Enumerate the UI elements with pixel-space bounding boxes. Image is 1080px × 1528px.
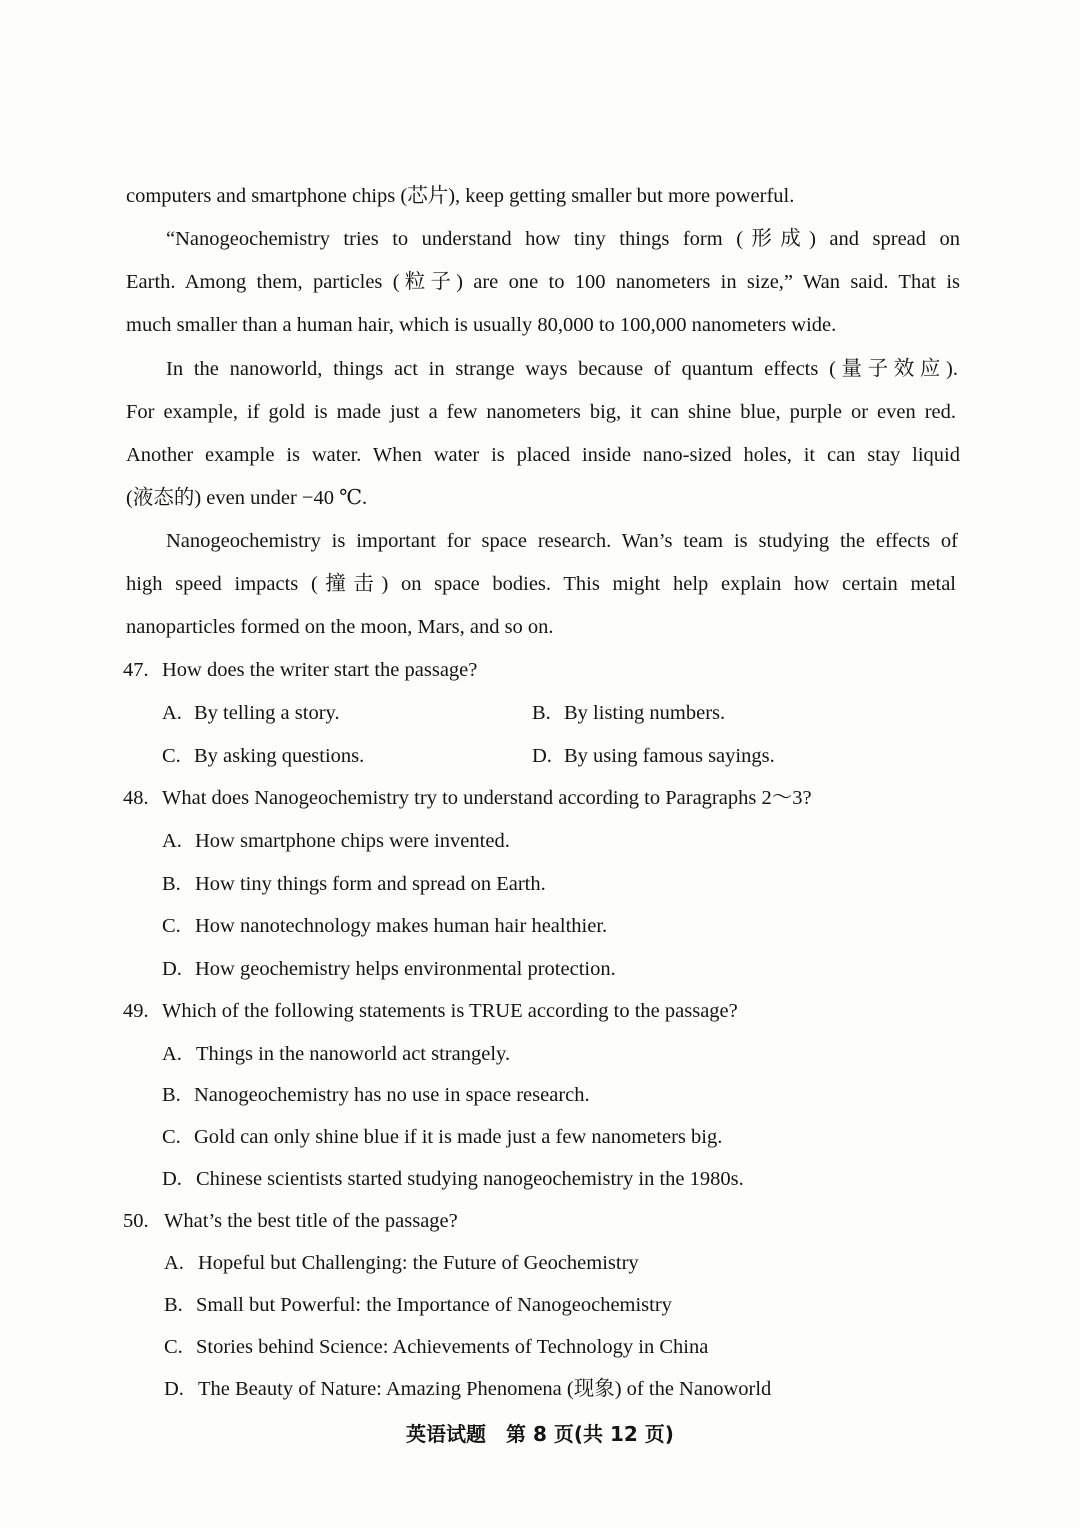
passage-line: For example, if gold is made just a few nanometers big, it can shine blue, purple or even red.	[126, 401, 956, 423]
page-footer: 英语试题 第 8 页(共 12 页)	[406, 1422, 674, 1446]
question-49-text: Which of the following statements is TRUE according to the passage?	[162, 1000, 738, 1022]
option-50-b: Small but Powerful: the Importance of Nanogeochemistry	[196, 1294, 672, 1316]
option-47-d: By using famous sayings.	[564, 745, 775, 767]
option-47-a-letter: A.	[162, 702, 182, 724]
option-47-a: By telling a story.	[194, 702, 340, 724]
option-48-b-letter: B.	[162, 873, 181, 895]
option-49-d-letter: D.	[162, 1168, 182, 1190]
passage-line: high speed impacts (撞击) on space bodies. This might help explain how certain metal	[126, 573, 956, 595]
option-48-b: How tiny things form and spread on Earth.	[195, 873, 546, 895]
option-49-a: Things in the nanoworld act strangely.	[196, 1043, 511, 1065]
option-50-a: Hopeful but Challenging: the Future of Geochemistry	[198, 1252, 639, 1274]
question-48-number: 48.	[123, 787, 149, 809]
option-48-d: How geochemistry helps environmental protection.	[195, 958, 616, 980]
question-50-number: 50.	[123, 1210, 149, 1232]
option-47-c: By asking questions.	[194, 745, 365, 767]
option-49-a-letter: A.	[162, 1043, 182, 1065]
passage-line: In the nanoworld, things act in strange ways because of quantum effects (量子效应).	[166, 358, 958, 380]
option-48-c-letter: C.	[162, 915, 181, 937]
passage-line: Nanogeochemistry is important for space research. Wan’s team is studying the effects of	[166, 530, 958, 552]
passage-line: “Nanogeochemistry tries to understand how tiny things form (形成) and spread on	[166, 228, 960, 250]
option-47-b-letter: B.	[532, 702, 551, 724]
option-49-c-letter: C.	[162, 1126, 181, 1148]
option-47-d-letter: D.	[532, 745, 552, 767]
question-47-text: How does the writer start the passage?	[162, 659, 478, 681]
option-47-b: By listing numbers.	[564, 702, 726, 724]
question-50-text: What’s the best title of the passage?	[164, 1210, 458, 1232]
question-47-number: 47.	[123, 659, 149, 681]
option-49-d: Chinese scientists started studying nanogeochemistry in the 1980s.	[196, 1168, 744, 1190]
passage-line: much smaller than a human hair, which is usually 80,000 to 100,000 nanometers wide.	[126, 314, 837, 336]
question-49-number: 49.	[123, 1000, 149, 1022]
option-50-c-letter: C.	[164, 1336, 183, 1358]
option-49-b: Nanogeochemistry has no use in space research.	[194, 1084, 590, 1106]
option-50-a-letter: A.	[164, 1252, 184, 1274]
passage-line: nanoparticles formed on the moon, Mars, and so on.	[126, 616, 554, 638]
option-49-c: Gold can only shine blue if it is made just a few nanometers big.	[194, 1126, 723, 1148]
passage-line: computers and smartphone chips (芯片), keep getting smaller but more powerful.	[126, 185, 795, 207]
passage-line: Another example is water. When water is placed inside nano-sized holes, it can stay liquid	[126, 444, 960, 466]
option-48-d-letter: D.	[162, 958, 182, 980]
question-48-text: What does Nanogeochemistry try to understand according to Paragraphs 2～3?	[162, 787, 812, 809]
option-50-d-letter: D.	[164, 1378, 184, 1400]
passage-line: (液态的) even under −40 ℃.	[126, 487, 368, 509]
option-47-c-letter: C.	[162, 745, 181, 767]
option-48-a: How smartphone chips were invented.	[195, 830, 510, 852]
option-50-b-letter: B.	[164, 1294, 183, 1316]
option-48-c: How nanotechnology makes human hair healthier.	[195, 915, 608, 937]
option-49-b-letter: B.	[162, 1084, 181, 1106]
passage-line: Earth. Among them, particles (粒子) are one to 100 nanometers in size,” Wan said. That is	[126, 271, 960, 293]
option-48-a-letter: A.	[162, 830, 182, 852]
option-50-c: Stories behind Science: Achievements of Technology in China	[196, 1336, 709, 1358]
option-50-d: The Beauty of Nature: Amazing Phenomena (现象) of the Nanoworld	[198, 1378, 772, 1400]
